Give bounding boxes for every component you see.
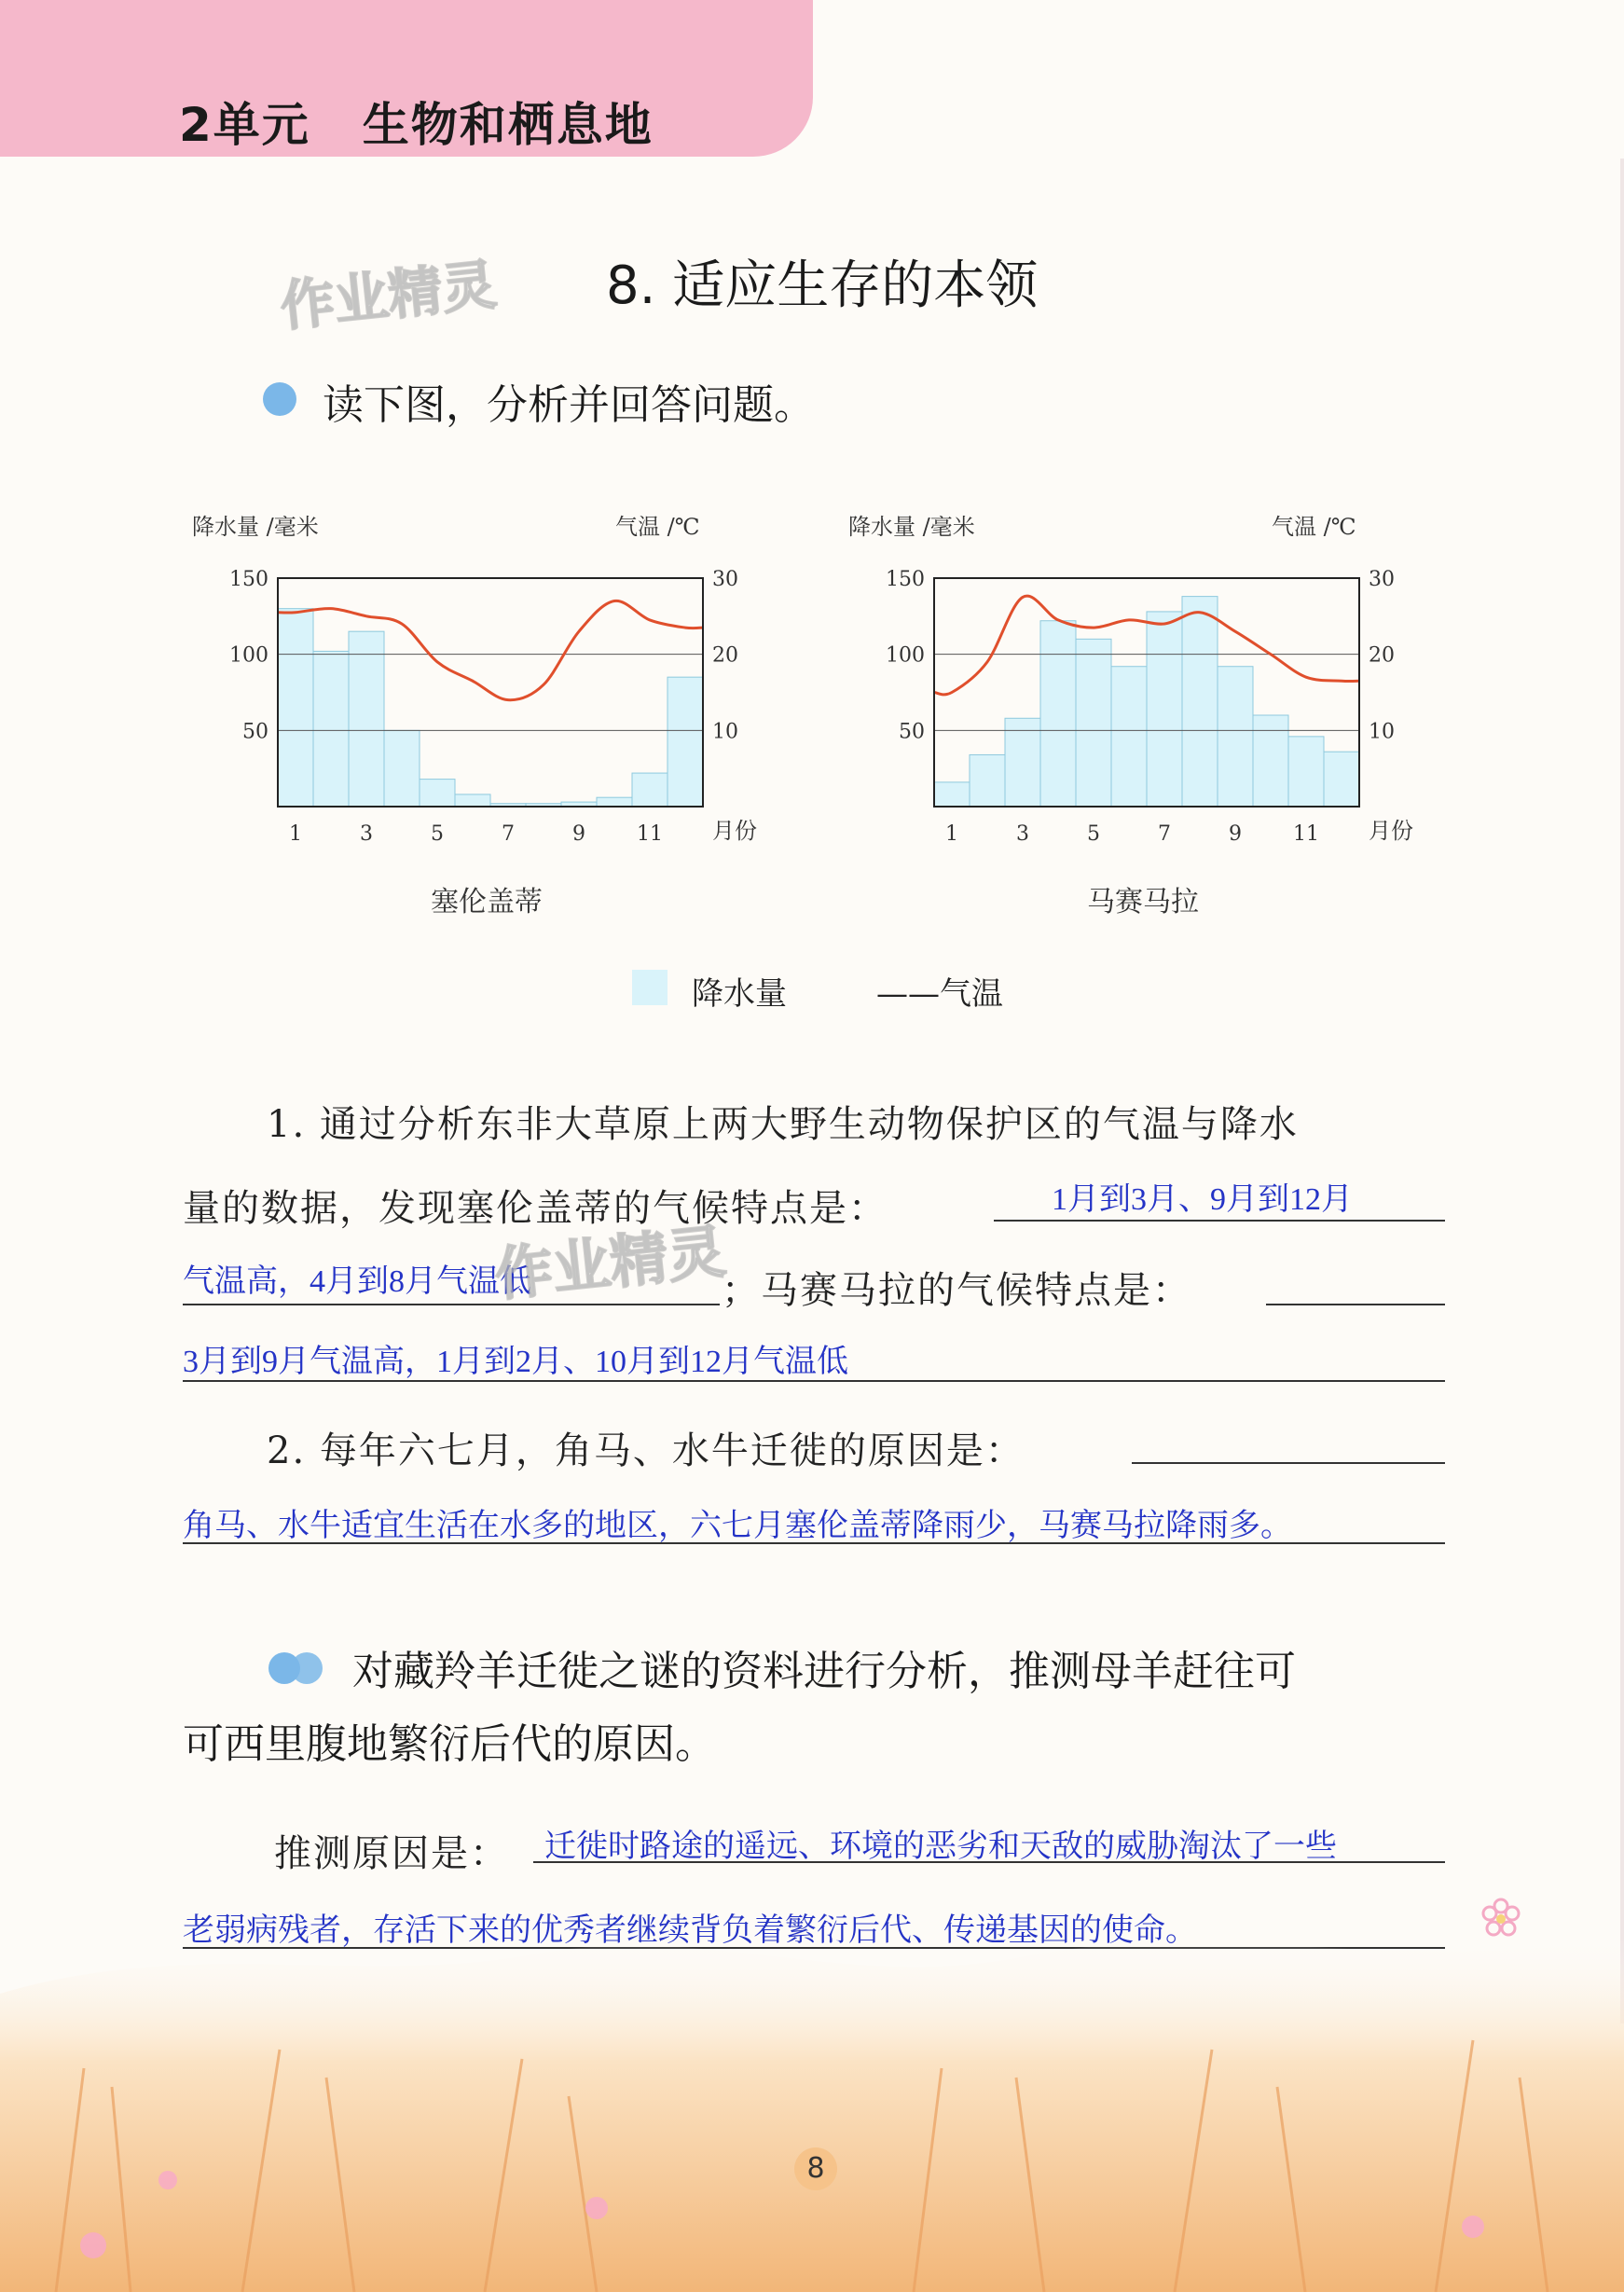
precip-bar	[970, 754, 1005, 807]
precip-bar	[1076, 639, 1111, 807]
unit-header	[179, 88, 654, 155]
page-number: 8	[794, 2147, 837, 2190]
legend-precip-swatch	[632, 970, 667, 1005]
x-tick-label: 1	[289, 822, 302, 846]
unit-label: 2单元	[179, 98, 310, 152]
left-tick-label: 100	[886, 643, 925, 668]
right-tick-label: 10	[1369, 720, 1395, 744]
left-tick-label: 50	[242, 720, 268, 744]
q1-answer-b-blank1	[1266, 1261, 1445, 1305]
x-tick-label: 3	[1016, 822, 1029, 846]
q1-answer-b: 3月到9月气温高，1月到2月、10月到12月气温低	[183, 1345, 848, 1379]
right-tick-label: 30	[712, 568, 738, 591]
precip-bar	[278, 609, 313, 807]
precip-bar	[384, 730, 420, 807]
x-unit-label: 月份	[712, 818, 757, 844]
section2-bullet-icon-2	[291, 1652, 323, 1684]
section2-prompt: 推测原因是：	[274, 1832, 509, 1875]
x-tick-label: 9	[1229, 822, 1242, 846]
section2-answer-line1: 迁徙时路途的遥远、环境的恶劣和天敌的威胁淘汰了一些	[544, 1829, 1337, 1864]
precip-bar	[597, 797, 632, 807]
right-tick-label: 10	[712, 720, 738, 744]
precip-bar	[1182, 597, 1218, 807]
precip-bar	[632, 773, 667, 807]
section2-instruction-line2: 可西里腹地繁衍后代的原因。	[183, 1720, 716, 1768]
precip-bar	[420, 780, 455, 807]
chart-title: 塞伦盖蒂	[431, 886, 543, 918]
precip-bar	[1005, 718, 1040, 807]
lesson-title: 8. 适应生存的本领	[606, 255, 1039, 316]
page-edge-rule	[1620, 159, 1624, 2023]
right-axis-label: 气温 /℃	[1272, 514, 1356, 540]
left-axis-label: 降水量 /毫米	[848, 514, 975, 540]
precip-bar	[1324, 752, 1359, 807]
q2-answer: 角马、水牛适宜生活在水多的地区，六七月塞伦盖蒂降雨少，马赛马拉降雨多。	[183, 1509, 1292, 1543]
watermark-2: 作业精灵	[491, 1217, 729, 1309]
q1-mid-text: ；马赛马拉的气候特点是：	[722, 1269, 1191, 1312]
precip-bar	[667, 677, 703, 807]
right-tick-label: 30	[1369, 568, 1395, 591]
precip-bar	[455, 794, 490, 807]
left-tick-label: 50	[899, 720, 925, 744]
x-unit-label: 月份	[1369, 818, 1413, 844]
q1-line1: 1. 通过分析东非大草原上两大野生动物保护区的气温与降水	[267, 1103, 1299, 1146]
q1-line2-prefix: 量的数据，发现塞伦盖蒂的气候特点是：	[183, 1187, 888, 1230]
x-tick-label: 7	[1158, 822, 1171, 846]
grass-decoration	[0, 1854, 1624, 2292]
precip-bar	[934, 782, 970, 807]
x-tick-label: 1	[945, 822, 958, 846]
precip-bar	[1111, 667, 1147, 807]
legend-temp-label: ——气温	[876, 975, 1003, 1013]
x-tick-label: 5	[431, 822, 444, 846]
right-tick-label: 20	[712, 643, 738, 668]
right-tick-label: 20	[1369, 643, 1395, 668]
unit-topic: 生物和栖息地	[362, 98, 654, 152]
x-tick-label: 11	[1293, 822, 1319, 846]
precip-bar	[1040, 621, 1076, 807]
precip-bar	[1218, 667, 1253, 807]
right-axis-label: 气温 /℃	[615, 514, 700, 540]
left-tick-label: 100	[229, 643, 268, 668]
chart-title: 马赛马拉	[1087, 886, 1199, 918]
q2-text: 2. 每年六七月，角马、水牛迁徙的原因是：	[267, 1429, 1025, 1472]
x-tick-label: 11	[637, 822, 663, 846]
precip-bar	[1288, 737, 1324, 807]
left-tick-label: 150	[229, 568, 268, 591]
section1-bullet-icon	[263, 382, 296, 416]
precip-bar	[1253, 715, 1288, 807]
x-tick-label: 5	[1087, 822, 1100, 846]
x-tick-label: 9	[572, 822, 585, 846]
section2-instruction-line1: 对藏羚羊迁徙之谜的资料进行分析，推测母羊赶往可	[352, 1648, 1296, 1695]
q1-answer-a-part1: 1月到3月、9月到12月	[1052, 1182, 1353, 1217]
precip-bar	[313, 651, 349, 807]
legend-precip-label: 降水量	[692, 975, 787, 1013]
x-tick-label: 7	[502, 822, 515, 846]
left-axis-label: 降水量 /毫米	[192, 514, 319, 540]
precip-bar	[349, 631, 384, 807]
section1-instruction: 读下图，分析并回答问题。	[323, 381, 815, 429]
chart-masai-mara	[833, 499, 1430, 937]
section2-answer-line2: 老弱病残者，存活下来的优秀者继续背负着繁衍后代、传递基因的使命。	[183, 1913, 1197, 1948]
left-tick-label: 150	[886, 568, 925, 591]
chart-legend	[632, 966, 1098, 1013]
chart-serengeti	[177, 499, 774, 937]
precip-bar	[1147, 612, 1182, 807]
x-tick-label: 3	[360, 822, 373, 846]
q1-answer-a-part2: 气温高，4月到8月气温低	[183, 1264, 531, 1299]
q2-answer-blank1	[1132, 1419, 1445, 1464]
watermark: 作业精灵	[277, 253, 500, 338]
